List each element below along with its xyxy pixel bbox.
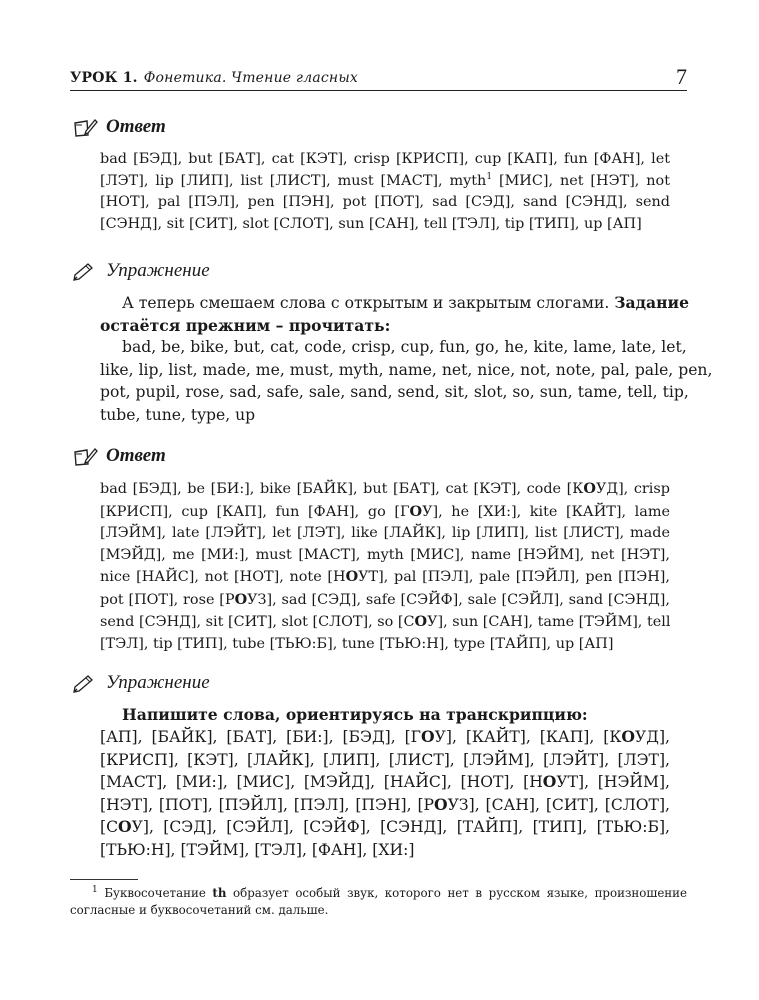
footnote-number: 1 bbox=[92, 885, 98, 896]
text-segment: Буквосочетание bbox=[97, 886, 213, 900]
answer-heading bbox=[72, 445, 166, 467]
text-segment: У], [КАЙТ], [КАП], [К bbox=[434, 728, 622, 746]
text-line bbox=[100, 501, 670, 524]
footnote bbox=[70, 885, 687, 919]
exercise-1-words bbox=[100, 336, 713, 426]
running-header bbox=[70, 66, 687, 91]
text-segment: УЗ], sad [СЭД], safe [СЭЙФ], sale [СЭЙЛ], sand [СЭНД], bbox=[247, 591, 670, 608]
text-line: like, lip, list, made, me, must, myth, name, net, nice, not, note, pal, pale, pen, bbox=[100, 360, 713, 379]
answer-heading-label: Ответ bbox=[106, 116, 166, 137]
text-line: [СЭНД], sit [СИТ], slot [СЛОТ], sun [САН], tell [ТЭЛ], tip [ТИП], up [АП] bbox=[100, 215, 642, 232]
exercise-2-transcriptions bbox=[100, 726, 670, 861]
footnote-marker: 1 bbox=[486, 171, 493, 182]
exercise-heading-label: Упражнение bbox=[106, 672, 210, 693]
exercise-heading bbox=[72, 672, 210, 694]
text-segment: УД], bbox=[635, 728, 670, 746]
text-line: [МЭЙД], me [МИ:], must [МАСТ], myth [МИС], name [НЭЙМ], net [НЭТ], bbox=[100, 546, 670, 563]
text-line: bad [БЭД], but [БАТ], cat [КЭТ], crisp [КРИСП], cup [КАП], fun [ФАН], let bbox=[100, 151, 670, 167]
exercise-heading-label: Упражнение bbox=[106, 260, 210, 281]
text-line bbox=[100, 478, 670, 501]
exercise-heading bbox=[72, 260, 210, 282]
stressed-vowel: О bbox=[409, 502, 423, 520]
text-segment: У], sun [САН], tame [ТЭЙМ], tell bbox=[427, 614, 671, 630]
text-segment: [АП], [БАЙК], [БАТ], [БИ:], [БЭД], [Г bbox=[100, 728, 421, 746]
stressed-vowel: О bbox=[542, 772, 557, 791]
text-segment: УТ], [НЭЙМ], bbox=[556, 773, 670, 791]
exercise-1-intro bbox=[100, 292, 690, 337]
text-segment: [НЭТ], [ПОТ], [ПЭЙЛ], [ПЭЛ], [ПЭН], [Р bbox=[100, 795, 435, 814]
text-line: [ТЭЛ], tip [ТИП], tube [ТЬЮ:Б], tune [ТЬЮ:Н], type [ТАЙП], up [АП] bbox=[100, 635, 614, 652]
stressed-vowel: О bbox=[421, 727, 435, 746]
bold-text: th bbox=[212, 886, 227, 900]
text-line bbox=[100, 771, 670, 794]
lesson-number: УРОК 1. bbox=[70, 70, 138, 86]
text-line: [НОТ], pal [ПЭЛ], pen [ПЭН], pot [ПОТ], sad [СЭД], sand [СЭНД], send bbox=[100, 194, 670, 210]
stressed-vowel: О bbox=[234, 590, 248, 608]
text-segment: У], [СЭД], [СЭЙЛ], [СЭЙФ], [СЭНД], [ТАЙП], [ТИП], [ТЬЮ:Б], bbox=[131, 818, 670, 836]
notepad-pencil-icon bbox=[72, 445, 98, 467]
pencil-icon bbox=[72, 260, 98, 282]
footnote-rule bbox=[70, 879, 138, 880]
stressed-vowel: О bbox=[434, 794, 448, 814]
text-line bbox=[100, 794, 670, 817]
text-segment: [МАСТ], [МИ:], [МИС], [МЭЙД], [НАЙС], [НОТ], [Н bbox=[100, 773, 543, 791]
answer-1-text bbox=[100, 149, 670, 235]
footnote-line: согласные и буквосочетаний см. дальше. bbox=[70, 903, 329, 917]
answer-heading bbox=[72, 116, 166, 138]
lesson-topic: Фонетика. Чтение гласных bbox=[143, 70, 359, 86]
text-segment: [КРИСП], cup [КАП], fun [ФАН], go [Г bbox=[100, 503, 410, 520]
answer-heading-label: Ответ bbox=[106, 445, 166, 466]
text-line: pot, pupil, rose, sad, safe, sale, sand, send, sit, slot, so, sun, tame, tell, tip, bbox=[100, 383, 689, 401]
text-segment: УТ], pal [ПЭЛ], pale [ПЭЙЛ], pen [ПЭН], bbox=[358, 569, 670, 585]
text-segment: send [СЭНД], sit [СИТ], slot [СЛОТ], so [С bbox=[100, 614, 415, 630]
lesson-label bbox=[70, 70, 358, 86]
text-line bbox=[100, 292, 690, 315]
text-segment: А теперь смешаем слова с открытым и закрытым слогами. bbox=[122, 294, 610, 312]
text-segment: УЗ], [САН], [СИТ], [СЛОТ], bbox=[447, 795, 670, 814]
text-segment: У], he [ХИ:], kite [КАЙТ], lame bbox=[422, 503, 670, 520]
text-segment: [МИС], net [НЭТ], not bbox=[492, 172, 670, 189]
stressed-vowel: О bbox=[414, 613, 428, 630]
stressed-vowel: О bbox=[621, 727, 635, 746]
text-segment: pot [ПОТ], rose [Р bbox=[100, 591, 235, 608]
bold-text: Задание bbox=[614, 293, 690, 312]
text-line: bad, be, bike, but, cat, code, crisp, cup, fun, go, he, kite, lame, late, let, bbox=[122, 338, 687, 356]
text-line bbox=[100, 171, 670, 193]
text-line: [ТЬЮ:Н], [ТЭЙМ], [ТЭЛ], [ФАН], [ХИ:] bbox=[100, 840, 415, 859]
text-line: [ЛЭЙМ], late [ЛЭЙТ], let [ЛЭТ], like [ЛАЙК], lip [ЛИП], list [ЛИСТ], made bbox=[100, 525, 670, 541]
text-line bbox=[100, 816, 670, 839]
text-segment: [ЛЭТ], lip [ЛИП], list [ЛИСТ], must [МАСТ], myth bbox=[100, 172, 487, 189]
notepad-pencil-icon bbox=[72, 116, 98, 138]
text-line: tube, tune, type, up bbox=[100, 405, 256, 424]
text-line: [КРИСП], [КЭТ], [ЛАЙК], [ЛИП], [ЛИСТ], [ЛЭЙМ], [ЛЭЙТ], [ЛЭТ], bbox=[100, 750, 670, 769]
page-number: 7 bbox=[676, 64, 687, 89]
text-line bbox=[100, 315, 670, 338]
text-line bbox=[100, 726, 670, 749]
text-segment: nice [НАЙС], not [НОТ], note [Н bbox=[100, 569, 346, 585]
text-segment: [С bbox=[100, 818, 119, 836]
text-segment: bad [БЭД], be [БИ:], bike [БАЙК], but [БАТ], cat [КЭТ], code [К bbox=[100, 481, 584, 497]
bold-text: остаётся прежним – прочитать: bbox=[100, 315, 391, 335]
footnote-line bbox=[70, 885, 687, 902]
text-line bbox=[100, 611, 670, 634]
answer-2-text bbox=[100, 478, 670, 655]
text-line bbox=[100, 566, 670, 589]
pencil-icon bbox=[72, 672, 98, 694]
stressed-vowel: О bbox=[345, 568, 359, 585]
stressed-vowel: О bbox=[118, 817, 132, 836]
text-segment: УД], crisp bbox=[595, 481, 670, 497]
exercise-2-task bbox=[100, 704, 670, 727]
stressed-vowel: О bbox=[583, 480, 596, 497]
text-line bbox=[100, 704, 670, 727]
text-segment: образует особый звук, которого нет в русском языке, произношение bbox=[226, 886, 688, 900]
text-line bbox=[100, 589, 670, 612]
bold-text: Напишите слова, ориентируясь на транскрипцию: bbox=[122, 705, 588, 724]
